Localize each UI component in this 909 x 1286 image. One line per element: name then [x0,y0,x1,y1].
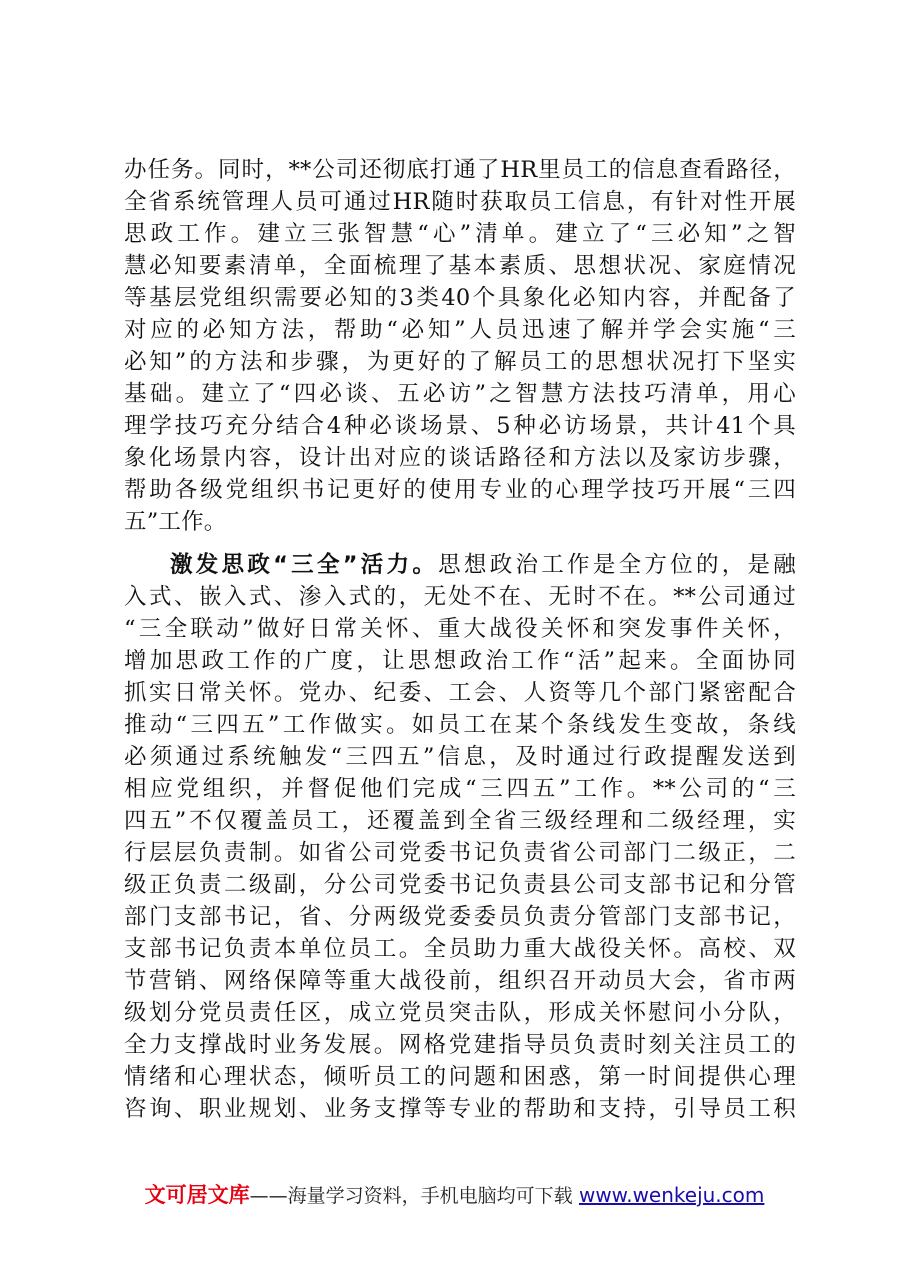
footer-tagline: ——海量学习资料，手机电脑均可下载 [249,1185,573,1207]
body-line-9: 理学技巧充分结合4种必谈场景、5种必访场景，共计41个具 [124,413,796,439]
paragraph-2-first-text: 思想政治工作是全方位的，是融 [438,552,796,578]
para2-line-10: 级正负责二级副，分公司党委书记负责县公司支部书记和分管 [124,872,796,898]
para2-line-2: “三全联动”做好日常关怀、重大战役关怀和突发事件关怀， [124,616,796,642]
para2-line-7: 相应党组织，并督促他们完成“三四五”工作。**公司的“三 [124,776,796,802]
para2-line-5: 推动“三四五”工作做实。如员工在某个条线发生变故，条线 [124,712,796,738]
body-line-12: 五”工作。 [124,509,227,535]
paragraph-2-first-line [170,549,796,581]
para2-line-16: 情绪和心理状态，倾听员工的问题和困惑，第一时间提供心理 [124,1064,796,1090]
body-line-2: 全省系统管理人员可通过HR随时获取员工信息，有针对性开展 [124,189,796,215]
para2-line-15: 全力支撑战时业务发展。网格党建指导员负责时刻关注员工的 [124,1032,796,1058]
paragraph-2-heading: 激发思政“三全”活力。 [170,552,439,578]
body-line-11: 帮助各级党组织书记更好的使用专业的心理学技巧开展“三四 [124,477,796,503]
para2-line-4: 抓实日常关怀。党办、纪委、工会、人资等几个部门紧密配合 [124,680,796,706]
body-line-1: 办任务。同时，**公司还彻底打通了HR里员工的信息查看路径， [124,157,796,183]
footer-brand: 文可居文库 [144,1183,250,1207]
para2-line-12: 支部书记负责本单位员工。全员助力重大战役关怀。高校、双 [124,936,796,962]
body-line-6: 对应的必知方法，帮助“必知”人员迅速了解并学会实施“三 [124,317,796,343]
footer-banner [0,1180,909,1211]
para2-line-1: 入式、嵌入式、渗入式的，无处不在、无时不在。**公司通过 [124,584,796,610]
para2-line-9: 行层层负责制。如省公司党委书记负责省公司部门二级正，二 [124,840,796,866]
para2-line-11: 部门支部书记，省、分两级党委委员负责分管部门支部书记， [124,904,796,930]
para2-line-3: 增加思政工作的广度，让思想政治工作“活”起来。全面协同 [124,648,796,674]
para2-line-13: 节营销、网络保障等重大战役前，组织召开动员大会，省市两 [124,968,796,994]
body-line-3: 思政工作。建立三张智慧“心”清单。建立了“三必知”之智 [124,221,796,247]
para2-line-6: 必须通过系统触发“三四五”信息，及时通过行政提醒发送到 [124,744,796,770]
body-line-10: 象化场景内容，设计出对应的谈话路径和方法以及家访步骤， [124,445,796,471]
body-line-4: 慧必知要素清单，全面梳理了基本素质、思想状况、家庭情况 [124,253,796,279]
para2-line-8: 四五”不仅覆盖员工，还覆盖到全省三级经理和二级经理，实 [124,808,796,834]
footer-url-link[interactable]: www.wenkeju.com [578,1183,765,1207]
body-line-5: 等基层党组织需要必知的3类40个具象化必知内容，并配备了 [124,285,796,311]
body-line-7: 必知”的方法和步骤，为更好的了解员工的思想状况打下坚实 [124,349,796,375]
para2-line-17: 咨询、职业规划、业务支撑等专业的帮助和支持，引导员工积 [124,1096,796,1122]
para2-line-14: 级划分党员责任区，成立党员突击队，形成关怀慰问小分队， [124,1000,796,1026]
body-line-8: 基础。建立了“四必谈、五必访”之智慧方法技巧清单，用心 [124,381,796,407]
